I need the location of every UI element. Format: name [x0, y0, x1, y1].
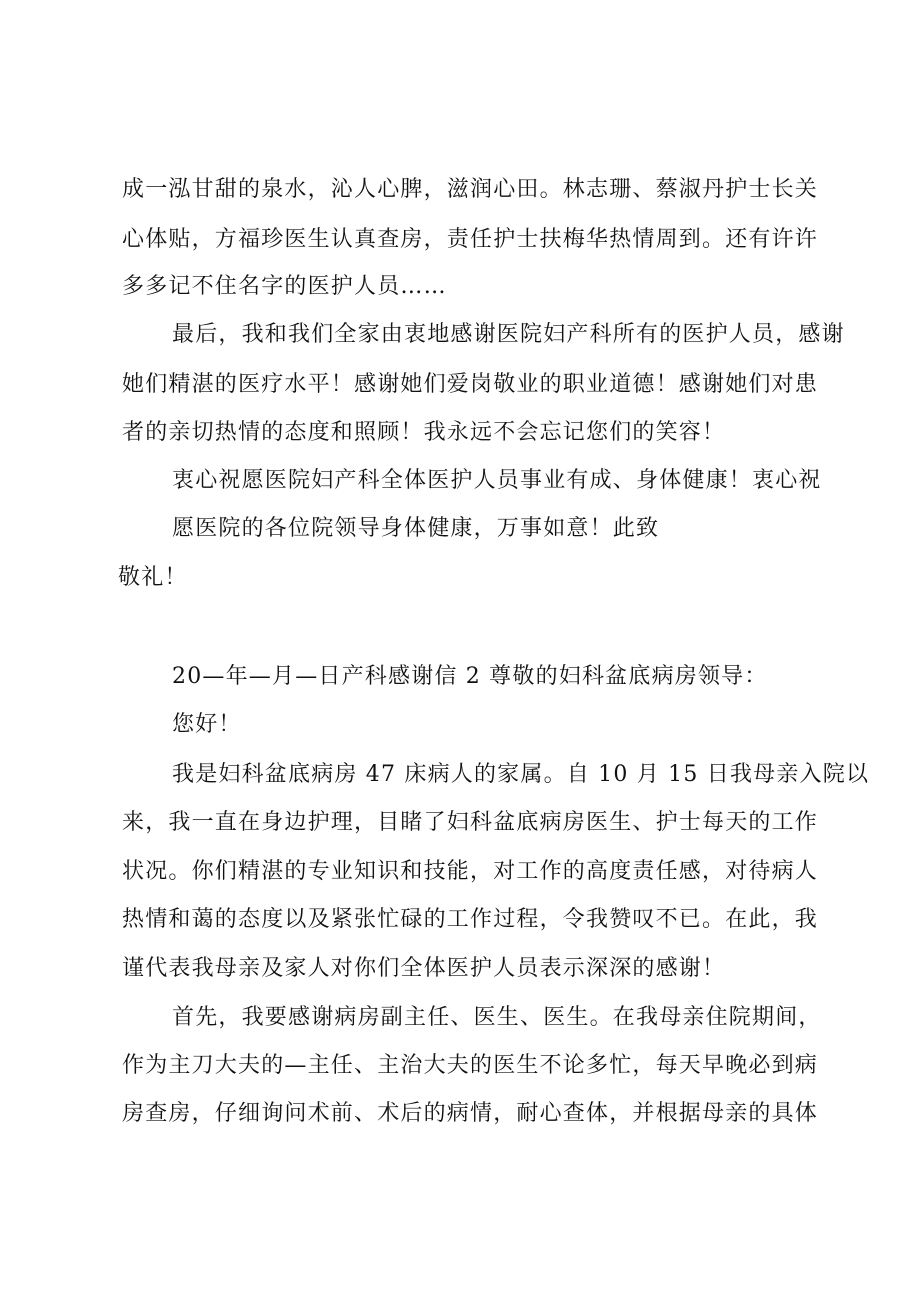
- paragraph-line: 状况。你们精湛的专业知识和技能，对工作的高度责任感，对待病人: [122, 859, 819, 884]
- paragraph-line: 多多记不住名字的医护人员……: [122, 274, 447, 299]
- paragraph-line: 她们精湛的医疗水平！感谢她们爱岗敬业的职业道德！感谢她们对患: [122, 372, 819, 397]
- letter-greeting: 您好！: [172, 712, 242, 737]
- paragraph-line: 衷心祝愿医院妇产科全体医护人员事业有成、身体健康！衷心祝: [172, 468, 822, 493]
- closing-salutation: 敬礼！: [118, 565, 188, 590]
- paragraph-line: 心体贴，方福珍医生认真查房，责任护士扶梅华热情周到。还有许许: [122, 227, 819, 252]
- letter-heading: 20—年—月—日产科感谢信 2 尊敬的妇科盆底病房领导：: [172, 664, 768, 689]
- paragraph-line: 谨代表我母亲及家人对你们全体医护人员表示深深的感谢！: [122, 956, 726, 981]
- paragraph-line: 来，我一直在身边护理，目睹了妇科盆底病房医生、护士每天的工作: [122, 810, 819, 835]
- paragraph-line: 房查房，仔细询问术前、术后的病情，耐心查体，并根据母亲的具体: [122, 1101, 819, 1126]
- paragraph-line: 作为主刀大夫的—主任、主治大夫的医生不论多忙，每天早晚必到病: [122, 1053, 819, 1078]
- paragraph-line: 我是妇科盆底病房 47 床病人的家属。自 10 月 15 日我母亲入院以: [172, 762, 870, 787]
- paragraph-line: 热情和蔼的态度以及紧张忙碌的工作过程，令我赞叹不已。在此，我: [122, 907, 819, 932]
- paragraph-line: 成一泓甘甜的泉水，沁人心脾，滋润心田。林志珊、蔡淑丹护士长关: [122, 177, 819, 202]
- paragraph-line: 愿医院的各位院领导身体健康，万事如意！此致: [172, 516, 660, 541]
- paragraph-line: 首先，我要感谢病房副主任、医生、医生。在我母亲住院期间，: [172, 1005, 822, 1030]
- paragraph-line: 最后，我和我们全家由衷地感谢医院妇产科所有的医护人员，感谢: [172, 322, 845, 347]
- paragraph-line: 者的亲切热情的态度和照顾！我永远不会忘记您们的笑容！: [122, 420, 726, 445]
